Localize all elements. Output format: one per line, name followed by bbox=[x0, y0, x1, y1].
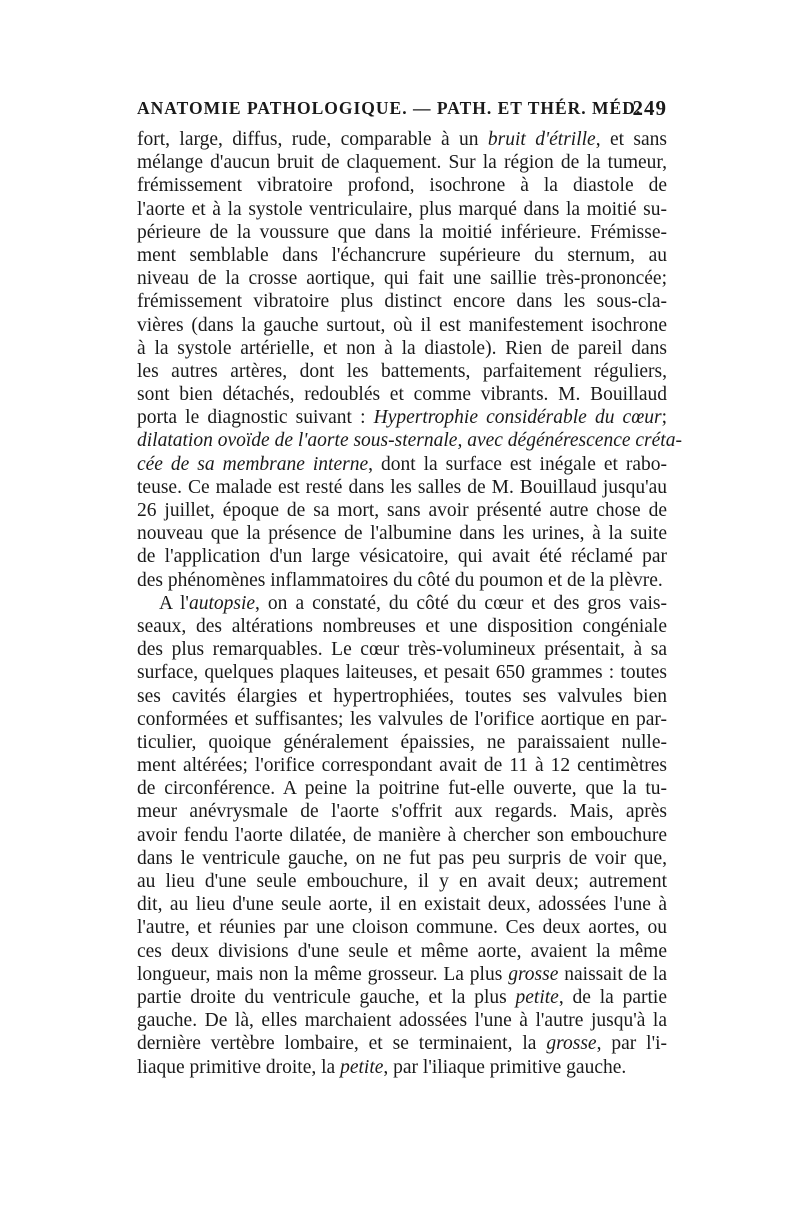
text-segment: ment altérées; l'orifice correspondant avait de 11 à 12 centimètres bbox=[137, 755, 667, 777]
text-segment: surface, quelques plaques laiteuses, et pesait 650 grammes : toutes bbox=[137, 662, 667, 684]
text-segment: , dont la surface est inégale et rabo- bbox=[368, 453, 667, 475]
text-line bbox=[137, 870, 667, 893]
text-segment: l'aorte et à la systole ventriculaire, plus marqué dans la moitié su- bbox=[137, 198, 667, 220]
italic-text: Hypertrophie considérable du cœur bbox=[373, 407, 662, 429]
text-line bbox=[137, 174, 667, 197]
text-segment: les autres artères, dont les battements, parfaitement réguliers, bbox=[137, 360, 667, 382]
italic-text: grosse bbox=[508, 963, 559, 985]
text-segment: , on a constaté, du côté du cœur et des gros vais- bbox=[255, 592, 667, 614]
text-segment: longueur, mais non la même grosseur. La plus bbox=[137, 963, 509, 985]
text-segment: seaux, des altérations nombreuses et une disposition congéniale bbox=[137, 615, 667, 637]
text-line bbox=[137, 383, 667, 406]
text-line bbox=[137, 986, 667, 1009]
text-line bbox=[137, 615, 667, 638]
text-segment: de l'application d'un large vésicatoire, qui avait été réclamé par bbox=[137, 546, 667, 568]
italic-text: cée de sa membrane interne bbox=[137, 453, 369, 475]
text-line bbox=[137, 777, 667, 800]
text-segment: ses cavités élargies et hypertrophiées, toutes ses valvules bien bbox=[137, 685, 667, 707]
text-line bbox=[137, 731, 667, 754]
text-line bbox=[137, 754, 667, 777]
text-segment: niveau de la crosse aortique, qui fait une saillie très-prononcée; bbox=[137, 268, 667, 290]
italic-text: dilatation ovoïde de l'aorte sous-sternale, avec dégénérescence créta- bbox=[137, 430, 682, 452]
text-segment: , et sans bbox=[595, 129, 668, 150]
text-line bbox=[137, 128, 667, 151]
text-segment: dit, au lieu d'une seule aorte, il en existait deux, adossées l'une à bbox=[137, 894, 667, 916]
text-line bbox=[137, 476, 667, 499]
text-segment: teuse. Ce malade est resté dans les salles de M. Bouillaud jusqu'au bbox=[137, 476, 667, 498]
text-segment: à la systole artérielle, et non à la diastole). Rien de pareil dans bbox=[137, 337, 667, 359]
text-segment: l'autre, et réunies par une cloison commune. Ces deux aortes, ou bbox=[137, 917, 667, 939]
text-segment: ticulier, quoique généralement épaissies, ne paraissaient nulle- bbox=[137, 731, 667, 753]
text-segment: fort, large, diffus, rude, comparable à un bbox=[137, 129, 488, 150]
text-segment: dernière vertèbre lombaire, et se terminaient, la bbox=[137, 1033, 547, 1055]
text-segment: sont bien détachés, redoublés et comme vibrants. M. Bouillaud bbox=[137, 384, 667, 406]
text-line bbox=[137, 893, 667, 916]
text-segment: frémissement vibratoire profond, isochrone à la diastole de bbox=[137, 175, 667, 197]
text-segment: , de la partie bbox=[558, 986, 667, 1008]
text-segment: des plus remarquables. Le cœur très-volumineux présentait, à sa bbox=[137, 639, 667, 661]
text-line bbox=[137, 1032, 667, 1055]
text-segment: liaque primitive droite, la bbox=[137, 1056, 341, 1078]
text-line bbox=[137, 708, 667, 731]
italic-text: autopsie bbox=[188, 592, 256, 614]
text-segment: ; bbox=[661, 407, 667, 429]
text-segment: conformées et suffisantes; les valvules de l'orifice aortique en par- bbox=[137, 708, 667, 730]
text-segment: , par l'i- bbox=[596, 1033, 667, 1055]
italic-text: bruit d'étrille bbox=[487, 129, 596, 150]
text-line bbox=[137, 1056, 667, 1079]
text-segment: de circonférence. A peine la poitrine fut-elle ouverte, que la tu- bbox=[137, 778, 667, 800]
italic-text: petite bbox=[340, 1056, 384, 1078]
text-line bbox=[137, 221, 667, 244]
text-segment: meur anévrysmale de l'aorte s'offrit aux regards. Mais, après bbox=[137, 801, 667, 823]
text-line bbox=[137, 592, 667, 615]
text-segment: avoir fendu l'aorte dilatée, de manière à chercher son embouchure bbox=[137, 824, 667, 846]
text-segment: porta le diagnostic suivant : bbox=[137, 407, 374, 429]
text-line bbox=[137, 429, 682, 452]
text-segment: 26 juillet, époque de sa mort, sans avoir présenté autre chose de bbox=[137, 500, 667, 521]
text-line bbox=[137, 847, 667, 870]
text-line bbox=[137, 360, 667, 383]
body-text bbox=[137, 128, 682, 1079]
text-line bbox=[137, 314, 667, 337]
text-segment: naissait de la bbox=[558, 963, 667, 985]
text-line bbox=[137, 963, 667, 986]
page-number: 249 bbox=[632, 96, 667, 120]
text-segment: périeure de la voussure que dans la moitié inférieure. Frémisse- bbox=[137, 221, 667, 243]
text-line bbox=[137, 290, 667, 313]
text-line bbox=[137, 1009, 667, 1032]
text-line bbox=[137, 661, 667, 684]
text-segment: partie droite du ventricule gauche, et la plus bbox=[137, 986, 516, 1008]
text-segment: ces deux divisions d'une seule et même aorte, avaient la même bbox=[137, 940, 667, 962]
running-header bbox=[137, 98, 667, 119]
text-segment: au lieu d'une seule embouchure, il y en avait deux; autrement bbox=[137, 871, 667, 892]
text-segment: ment semblable dans l'échancrure supérieure du sternum, au bbox=[137, 244, 667, 266]
italic-text: petite bbox=[515, 986, 559, 1008]
text-segment: des phénomènes inflammatoires du côté du poumon et de la plèvre. bbox=[137, 569, 663, 591]
text-line bbox=[137, 545, 667, 568]
text-line bbox=[137, 940, 667, 963]
text-line bbox=[137, 406, 667, 429]
text-line bbox=[137, 244, 667, 267]
text-segment: vières (dans la gauche surtout, où il est manifestement isochrone bbox=[137, 314, 667, 336]
text-line bbox=[137, 522, 667, 545]
text-segment: dans le ventricule gauche, on ne fut pas peu surpris de voir que, bbox=[137, 847, 667, 869]
text-segment: nouveau que la présence de l'albumine dans les urines, à la suite bbox=[137, 523, 667, 545]
text-segment: , par l'iliaque primitive gauche. bbox=[383, 1056, 627, 1078]
text-line bbox=[137, 151, 667, 174]
text-line bbox=[137, 685, 667, 708]
text-segment: frémissement vibratoire plus distinct encore dans les sous-cla- bbox=[137, 291, 667, 313]
text-line bbox=[137, 824, 667, 847]
text-line bbox=[137, 638, 667, 661]
text-line bbox=[137, 800, 667, 823]
italic-text: grosse bbox=[546, 1033, 597, 1055]
running-title: ANATOMIE PATHOLOGIQUE. — PATH. ET THÉR. MÉD. bbox=[137, 98, 642, 118]
text-segment: mélange d'aucun bruit de claquement. Sur la région de la tumeur, bbox=[137, 152, 667, 174]
text-line bbox=[137, 267, 667, 290]
text-line bbox=[137, 569, 667, 592]
text-segment: A l' bbox=[159, 592, 189, 614]
text-line bbox=[137, 337, 667, 360]
text-line bbox=[137, 453, 667, 476]
text-line bbox=[137, 499, 667, 522]
text-line bbox=[137, 916, 667, 939]
text-line bbox=[137, 198, 667, 221]
text-segment: gauche. De là, elles marchaient adossées l'une à l'autre jusqu'à la bbox=[137, 1010, 667, 1032]
